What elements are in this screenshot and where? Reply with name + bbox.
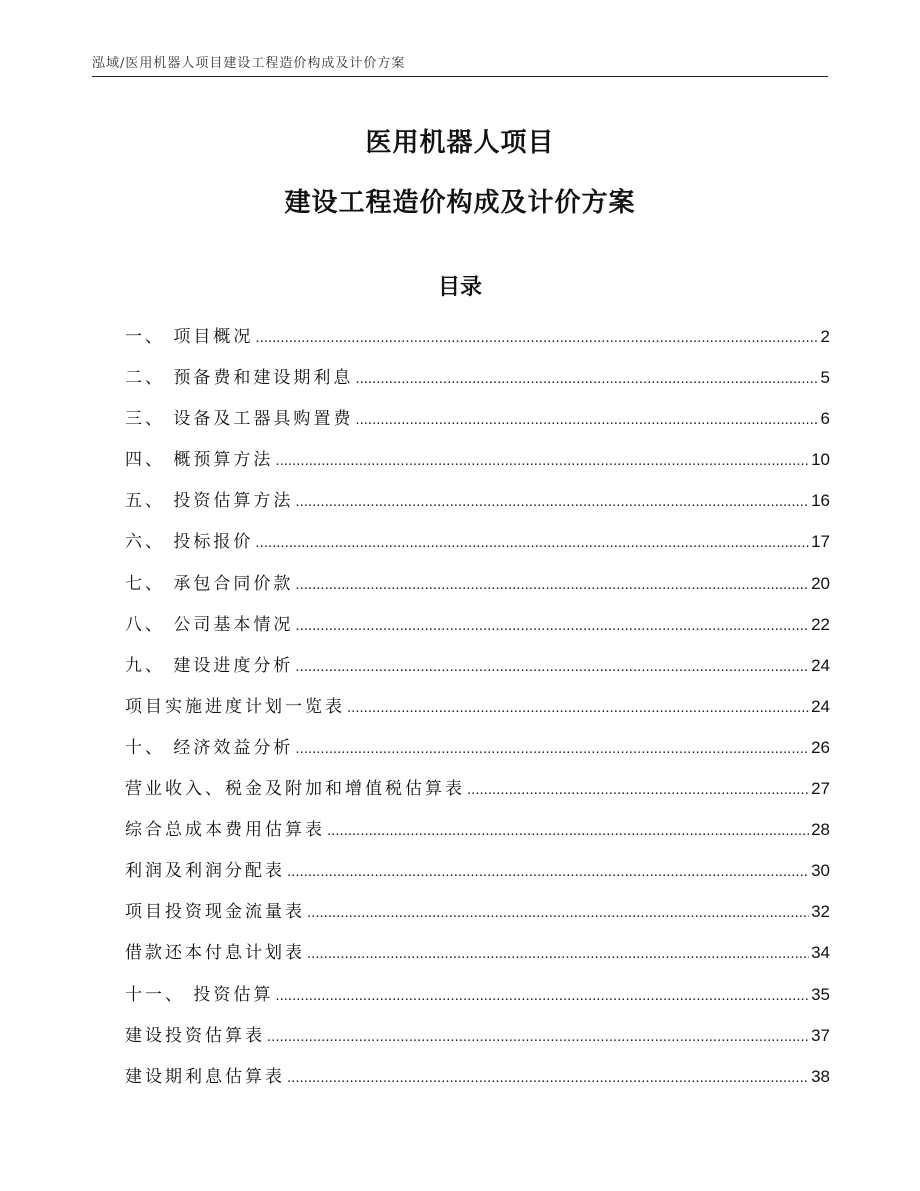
toc-entry-label: 三、 设备及工器具购置费: [125, 409, 354, 430]
toc-entry-page-number: 10: [811, 450, 830, 470]
toc-dot-leader: [295, 493, 809, 510]
toc-dot-leader: [307, 904, 809, 921]
toc-dot-leader: [295, 576, 809, 593]
toc-entry[interactable]: [125, 486, 830, 527]
toc-entry-page-number: 26: [811, 737, 830, 757]
toc-entry-page-number: 27: [811, 779, 830, 799]
toc-entry-page-number: 32: [811, 902, 830, 922]
toc-entry[interactable]: [125, 856, 830, 897]
toc-entry[interactable]: [125, 1062, 830, 1103]
toc-entry-page-number: 24: [811, 655, 830, 675]
toc-dot-leader: [347, 699, 809, 716]
toc-entry-label: 借款还本付息计划表: [125, 943, 305, 964]
toc-entry-page-number: 20: [811, 573, 830, 593]
toc-entry[interactable]: [125, 445, 830, 486]
toc-entry[interactable]: [125, 527, 830, 568]
toc-entry[interactable]: [125, 774, 830, 815]
toc-entry-label: 四、 概预算方法: [125, 450, 274, 471]
toc-heading: 目录: [437, 275, 482, 300]
table-of-contents: [125, 322, 830, 1103]
toc-entry-label: 综合总成本费用估算表: [125, 820, 325, 841]
toc-dot-leader: [255, 534, 809, 551]
toc-entry-label: 六、 投标报价: [125, 532, 254, 553]
toc-entry-label: 十一、 投资估算: [125, 984, 274, 1005]
toc-entry[interactable]: [125, 651, 830, 692]
toc-entry-page-number: 2: [820, 327, 830, 346]
toc-entry-page-number: 28: [811, 820, 830, 840]
toc-entry-page-number: 24: [811, 696, 830, 716]
toc-dot-leader: [355, 411, 818, 428]
toc-entry-page-number: 37: [811, 1025, 830, 1045]
toc-entry-label: 营业收入、税金及附加和增值税估算表: [125, 779, 465, 800]
toc-entry-page-number: 17: [811, 532, 830, 552]
toc-entry-page-number: 22: [811, 614, 830, 634]
toc-entry-page-number: 6: [820, 409, 830, 429]
toc-entry-page-number: 38: [811, 1066, 830, 1086]
toc-entry[interactable]: [125, 733, 830, 774]
toc-entry-label: 九、 建设进度分析: [125, 655, 294, 676]
toc-entry-label: 项目投资现金流量表: [125, 902, 305, 923]
toc-entry-page-number: 16: [811, 491, 830, 511]
toc-entry[interactable]: [125, 363, 830, 404]
header-rule: [92, 76, 828, 77]
toc-dot-leader: [327, 822, 809, 839]
toc-entry-page-number: 5: [820, 368, 830, 388]
toc-entry[interactable]: [125, 692, 830, 733]
toc-dot-leader: [267, 1028, 809, 1045]
toc-entry[interactable]: [125, 569, 830, 610]
document-title-line1: 医用机器人项目: [365, 128, 555, 158]
toc-dot-leader: [295, 658, 809, 675]
toc-entry-label: 八、 公司基本情况: [125, 614, 294, 635]
toc-entry[interactable]: [125, 610, 830, 651]
toc-entry[interactable]: [125, 1021, 830, 1062]
toc-entry-page-number: 35: [811, 984, 830, 1004]
toc-entry[interactable]: [125, 322, 830, 363]
toc-dot-leader: [467, 781, 809, 798]
toc-entry[interactable]: [125, 980, 830, 1021]
toc-entry[interactable]: [125, 404, 830, 445]
toc-entry-label: 二、 预备费和建设期利息: [125, 368, 354, 389]
toc-dot-leader: [307, 945, 809, 962]
toc-entry-page-number: 30: [811, 861, 830, 881]
toc-dot-leader: [275, 452, 809, 469]
toc-entry-label: 建设投资估算表: [125, 1025, 265, 1046]
running-header: 泓域/医用机器人项目建设工程造价构成及计价方案: [92, 56, 406, 71]
toc-entry-label: 利润及利润分配表: [125, 861, 285, 882]
toc-entry[interactable]: [125, 815, 830, 856]
toc-entry-label: 七、 承包合同价款: [125, 573, 294, 594]
toc-entry-label: 五、 投资估算方法: [125, 491, 294, 512]
toc-dot-leader: [287, 1069, 809, 1086]
toc-entry[interactable]: [125, 897, 830, 938]
toc-entry-page-number: 34: [811, 943, 830, 963]
toc-dot-leader: [355, 370, 818, 387]
toc-dot-leader: [255, 329, 818, 346]
toc-dot-leader: [287, 863, 809, 880]
toc-entry-label: 建设期利息估算表: [125, 1066, 285, 1087]
toc-entry[interactable]: [125, 938, 830, 979]
document-title-line2: 建设工程造价构成及计价方案: [284, 188, 636, 218]
toc-dot-leader: [275, 987, 809, 1004]
toc-entry-label: 一、 项目概况: [125, 327, 254, 347]
toc-entry-label: 项目实施进度计划一览表: [125, 696, 345, 717]
toc-entry-label: 十、 经济效益分析: [125, 737, 294, 758]
toc-dot-leader: [295, 617, 809, 634]
toc-dot-leader: [295, 740, 809, 757]
